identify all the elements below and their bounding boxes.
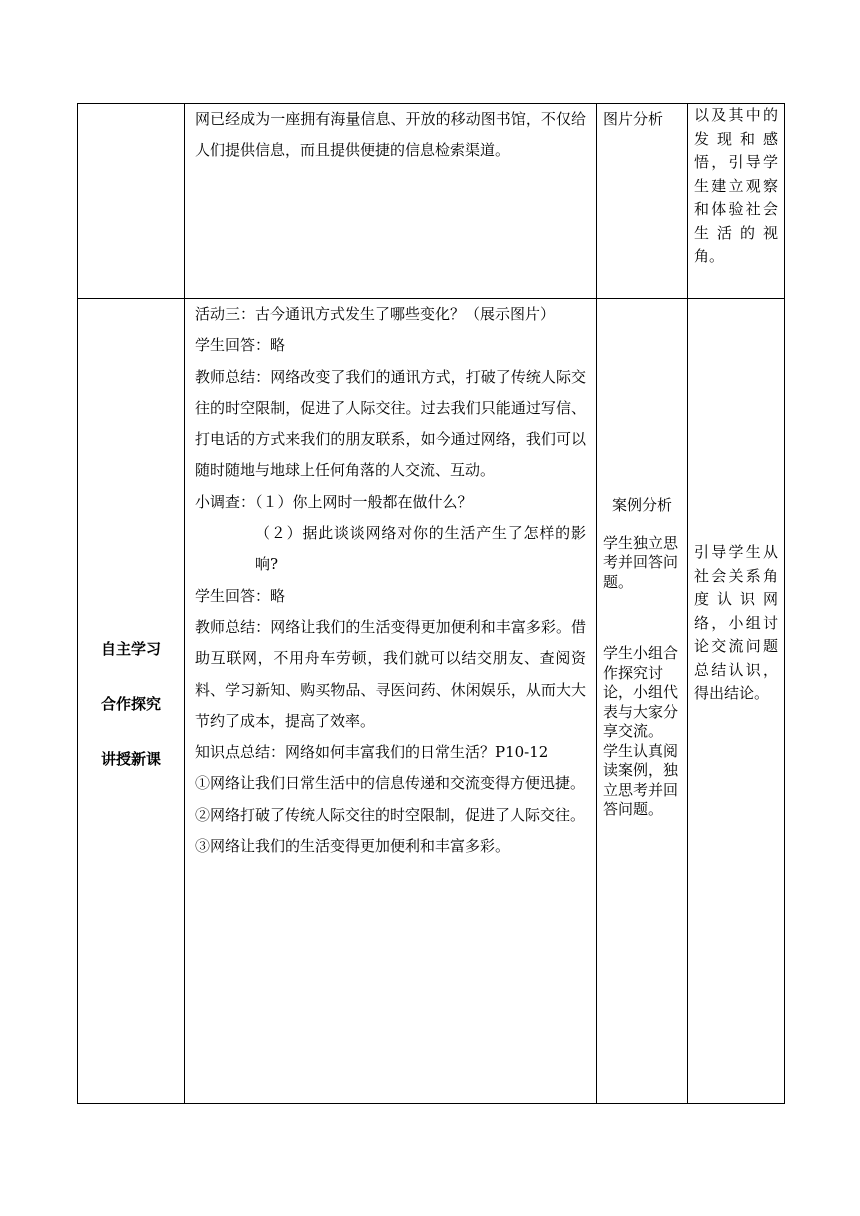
method-text: 案例分析 <box>611 496 672 514</box>
content-paragraph: 教师总结：网络改变了我们的通讯方式，打破了传统人际交往的时空限制，促进了人际交往。过去我们只能通过写信、打电话的方式来我们的朋友联系，如今通过网络，我们可以随时随地与地球上任何角落的人交流、互动。 <box>195 367 586 480</box>
content-paragraph: 学生回答：略 <box>195 586 286 605</box>
stage-label: 讲授新课 <box>100 750 161 768</box>
table-row <box>78 104 785 299</box>
content-paragraph: 学生回答：略 <box>195 336 286 355</box>
content-paragraph: 知识点总结：网络如何丰富我们的日常生活？P10-12 <box>195 743 549 762</box>
method-cell <box>597 104 688 299</box>
content-cell <box>185 299 597 1104</box>
method-text: 学生小组合作探究讨论，小组代表与大家分享交流。 <box>603 644 679 740</box>
table-row <box>78 299 785 1104</box>
content-paragraph: 教师总结：网络让我们的生活变得更加便利和丰富多彩。借助互联网，不用舟车劳顿，我们就可以结交朋友、查阅资料、学习新知、购买物品、寻医问药、休闲娱乐，从而大大节约了成本，提高了效率。 <box>195 617 586 730</box>
content-paragraph: ①网络让我们日常生活中的信息传递和交流变得方便迅捷。 <box>195 774 586 793</box>
intent-text: 引导学生从社会关系角度认识网络，小组讨论交流问题总结认识，得出结论。 <box>694 543 778 702</box>
content-text: 网已经成为一座拥有海量信息、开放的移动图书馆，不仅给人们提供信息，而且提供便捷的信息检索渠道。 <box>195 110 586 160</box>
stage-label: 合作探究 <box>100 695 161 713</box>
content-cell <box>185 104 597 299</box>
stage-cell-empty <box>78 104 185 299</box>
stage-cell <box>78 299 185 1104</box>
intent-cell <box>688 104 785 299</box>
method-text: 学生认真阅读案例，独立思考并回答问题。 <box>603 741 679 818</box>
intent-cell <box>688 299 785 1104</box>
method-text: 图片分析 <box>603 110 664 128</box>
method-cell <box>597 299 688 1104</box>
content-paragraph: ③网络让我们的生活变得更加便利和丰富多彩。 <box>195 837 511 856</box>
stage-label: 自主学习 <box>100 640 161 658</box>
content-paragraph: ②网络打破了传统人际交往的时空限制，促进了人际交往。 <box>195 805 586 824</box>
method-text: 学生独立思考并回答问题。 <box>603 533 679 591</box>
content-paragraph: 活动三：古今通讯方式发生了哪些变化？（展示图片） <box>195 305 556 323</box>
content-paragraph: （２）据此谈谈网络对你的生活产生了怎样的影响? <box>255 524 586 574</box>
content-paragraph: 小调查：（１）你上网时一般都在做什么？ <box>195 492 473 511</box>
intent-text: 以及其中的发现和感悟，引导学生建立观察和体验社会生活的视角。 <box>694 106 778 265</box>
lesson-plan-table <box>77 103 785 1104</box>
